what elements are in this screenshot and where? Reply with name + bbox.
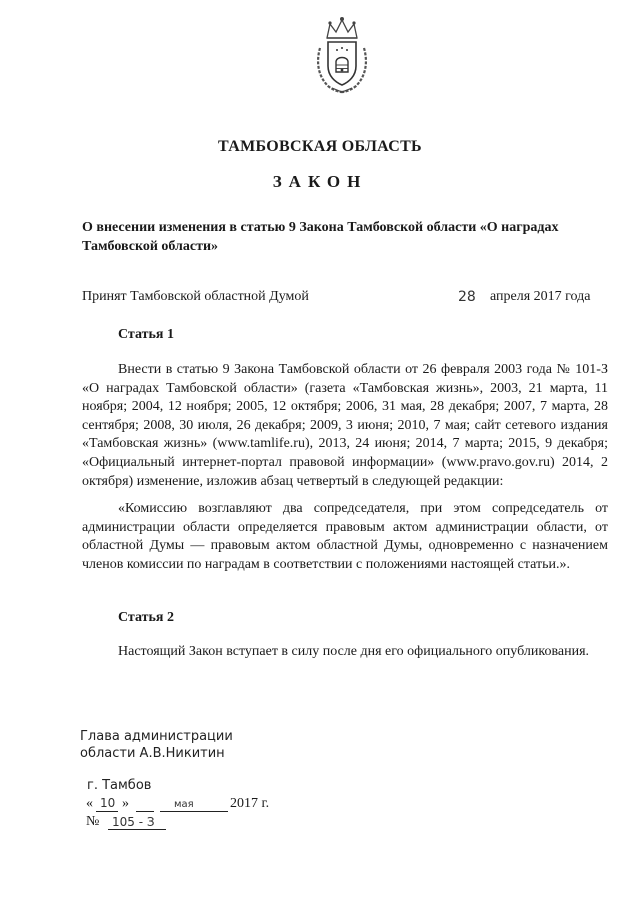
signatory-title: Глава администрации [80,729,233,744]
document-type-heading: ЗАКОН [272,172,368,191]
adoption-month-year: апреля 2017 года [490,289,591,304]
law-number [86,814,206,836]
signatory-name: области А.В.Никитин [80,746,225,761]
adoption-day: 28 [458,289,476,305]
article-2-heading: Статья 2 [118,610,174,625]
tambov-coat-of-arms-icon [310,14,374,94]
date-year: 2017 г. [230,796,270,811]
number-value: 105 - З [112,815,155,829]
adoption-statement: Принят Тамбовской областной Думой [82,289,309,304]
date-month: мая [174,799,194,810]
date-open-quote: « [86,796,93,811]
region-name: ТАМБОВСКАЯ ОБЛАСТЬ [218,138,422,155]
signing-date [86,796,306,816]
date-gap-underline [136,796,154,812]
signatory-block [80,728,233,762]
signing-city: г. Тамбов [87,778,152,793]
date-close-quote: » [122,796,129,811]
article-1-body: Внести в статью 9 Закона Тамбовской области от 26 февраля 2003 года № 101-З «О наградах Тамбовской области» (газета «Тамбовская жизнь», 2003, 21 марта, 11 ноября; 2004, 12 ноября; 2005, 12 октября; 2006, 31 мая, 28 декабря; 2007, 7 марта, 28 сентября; 2008, 30 июля, 26 декабря; 2009, 3 июня; 2010, 7 мая; сайт сетевого издания «Тамбовская жизнь» (www.tamlife.ru), 2013, 24 июня; 2014, 7 марта; 2015, 9 декабря; «Официальный интернет-портал правовой информации» (www.pravo.gov.ru) 2014, 2 октября) изменение, изложив абзац четвертый в следующей редакции: [82,362,608,489]
date-day: 10 [100,796,116,810]
number-sign: № [86,814,100,829]
article-1-quote: «Комиссию возглавляют два сопредседателя, при этом сопредседатель от администрации области определяется правовым актом администрации области, от областной Думы — правовым актом областной Думы, одновременно с назначением членов комиссии по наградам в соответствии с положениями настоящей статьи.». [82,501,608,572]
law-title: О внесении изменения в статью 9 Закона Тамбовской области «О наградах Тамбовской области» [82,220,559,254]
article-2-body: Настоящий Закон вступает в силу после дня его официального опубликования. [118,644,590,659]
article-1-heading: Статья 1 [118,327,174,342]
month-underline [160,796,228,812]
